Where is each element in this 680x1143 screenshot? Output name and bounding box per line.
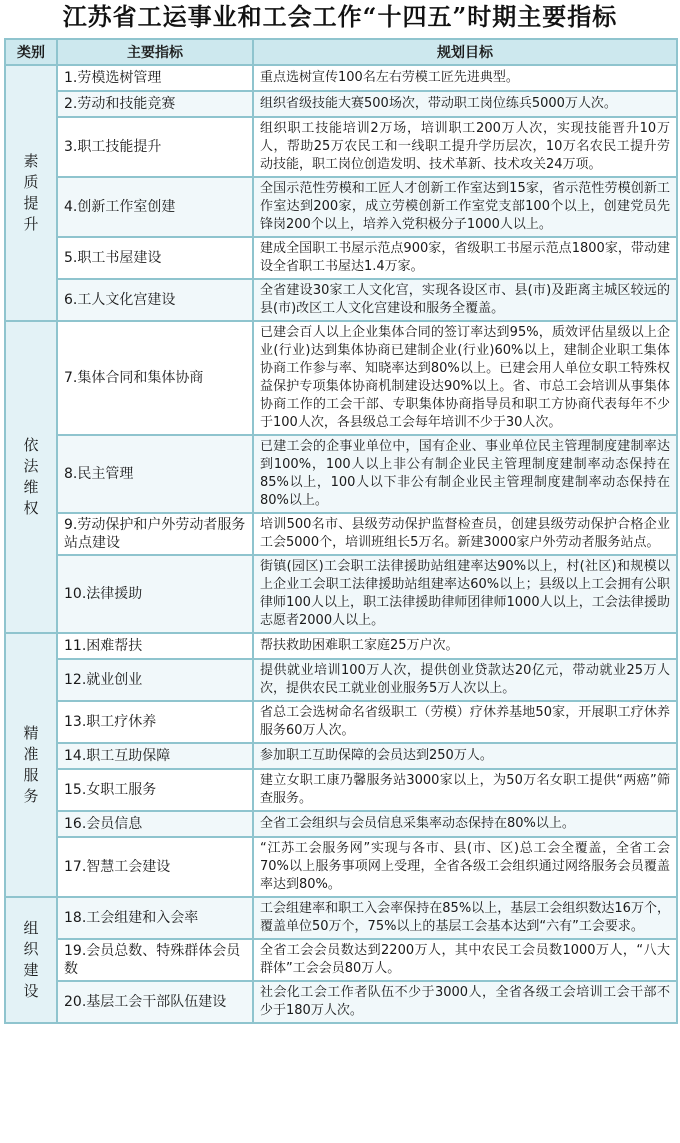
table-row xyxy=(5,897,677,939)
indicator-cell: 15.女职工服务 xyxy=(57,769,253,811)
target-cell: 全省工会组织与会员信息采集率动态保持在80%以上。 xyxy=(253,811,677,837)
target-cell: 提供就业培训100万人次，提供创业贷款达20亿元，带动就业25万人次，提供农民工就业创业服务5万人次以上。 xyxy=(253,659,677,701)
table-row xyxy=(5,117,677,177)
target-cell: 建成全国职工书屋示范点900家，省级职工书屋示范点1800家，带动建设全省职工书屋达1.4万家。 xyxy=(253,237,677,279)
table-row xyxy=(5,91,677,117)
table-row xyxy=(5,939,677,981)
table-row xyxy=(5,279,677,321)
target-cell: 组织省级技能大赛500场次，带动职工岗位练兵5000万人次。 xyxy=(253,91,677,117)
table-row xyxy=(5,513,677,555)
category-label: 依法维权 xyxy=(23,436,39,517)
target-cell: 全省工会会员数达到2200万人，其中农民工会员数1000万人，“八大群体”工会会员80万人。 xyxy=(253,939,677,981)
category-label: 素质提升 xyxy=(23,152,39,233)
target-cell: 重点选树宣传100名左右劳模工匠先进典型。 xyxy=(253,65,677,91)
indicator-cell: 17.智慧工会建设 xyxy=(57,837,253,897)
indicator-cell: 7.集体合同和集体协商 xyxy=(57,321,253,435)
target-cell: “江苏工会服务网”实现与各市、县(市、区)总工会全覆盖，全省工会70%以上服务事项网上受理，全省各级工会组织通过网络服务会员覆盖率达到80%。 xyxy=(253,837,677,897)
indicator-cell: 14.职工互助保障 xyxy=(57,743,253,769)
target-cell: 培训500名市、县级劳动保护监督检查员，创建县级劳动保护合格企业工会5000个，培训班组长5万名。新建3000家户外劳动者服务站点。 xyxy=(253,513,677,555)
page-title: 江苏省工运事业和工会工作“十四五”时期主要指标 xyxy=(62,2,618,31)
indicators-table xyxy=(4,38,678,1024)
target-cell: 组织职工技能培训2万场，培训职工200万人次，实现技能晋升10万人，帮助25万农民工和一线职工提升学历层次，10万名农民工提升劳动技能，职工岗位创造发明、技术革新、技术攻关24万项。 xyxy=(253,117,677,177)
category-cell xyxy=(5,65,57,321)
target-cell: 省总工会选树命名省级职工（劳模）疗休养基地50家，开展职工疗休养服务60万人次。 xyxy=(253,701,677,743)
table-row xyxy=(5,837,677,897)
category-cell xyxy=(5,897,57,1023)
target-cell: 工会组建率和职工入会率保持在85%以上，基层工会组织数达16万个，覆盖单位50万个，75%以上的基层工会基本达到“六有”工会要求。 xyxy=(253,897,677,939)
category-cell xyxy=(5,321,57,633)
target-cell: 社会化工会工作者队伍不少于3000人，全省各级工会培训工会干部不少于180万人次。 xyxy=(253,981,677,1023)
target-cell: 全省建设30家工人文化宫，实现各设区市、县(市)及距离主城区较远的县(市)改区工人文化宫建设和服务全覆盖。 xyxy=(253,279,677,321)
indicator-cell: 13.职工疗休养 xyxy=(57,701,253,743)
table-row xyxy=(5,701,677,743)
table-header-row xyxy=(5,39,677,65)
table-row xyxy=(5,811,677,837)
header-indicator: 主要指标 xyxy=(57,39,253,65)
target-cell: 全国示范性劳模和工匠人才创新工作室达到15家，省示范性劳模创新工作室达到200家，成立劳模创新工作室党支部100个以上，创建党员先锋岗200个以上，培养入党积极分子1000人以上。 xyxy=(253,177,677,237)
indicator-cell: 9.劳动保护和户外劳动者服务站点建设 xyxy=(57,513,253,555)
table-row xyxy=(5,633,677,659)
indicator-cell: 11.困难帮扶 xyxy=(57,633,253,659)
target-cell: 帮扶救助困难职工家庭25万户次。 xyxy=(253,633,677,659)
indicator-cell: 4.创新工作室创建 xyxy=(57,177,253,237)
indicator-cell: 20.基层工会干部队伍建设 xyxy=(57,981,253,1023)
category-cell xyxy=(5,633,57,897)
target-cell: 街镇(园区)工会职工法律援助站组建率达90%以上，村(社区)和规模以上企业工会职工法律援助站组建率达60%以上；县级以上工会拥有公职律师100人以上，职工法律援助律师团律师1000人以上，工会法律援助志愿者2000人以上。 xyxy=(253,555,677,633)
table-row xyxy=(5,555,677,633)
table-row xyxy=(5,65,677,91)
table-row xyxy=(5,981,677,1023)
header-category: 类别 xyxy=(5,39,57,65)
table-row xyxy=(5,237,677,279)
indicator-cell: 1.劳模选树管理 xyxy=(57,65,253,91)
indicator-cell: 10.法律援助 xyxy=(57,555,253,633)
target-cell: 参加职工互助保障的会员达到250万人。 xyxy=(253,743,677,769)
indicator-cell: 12.就业创业 xyxy=(57,659,253,701)
indicator-cell: 3.职工技能提升 xyxy=(57,117,253,177)
target-cell: 已建工会的企事业单位中，国有企业、事业单位民主管理制度建制率达到100%，100人以上非公有制企业民主管理制度建制率动态保持在85%以上，100人以下非公有制企业民主管理制度建制率动态保持在80%以上。 xyxy=(253,435,677,513)
table-row xyxy=(5,435,677,513)
indicator-cell: 19.会员总数、特殊群体会员数 xyxy=(57,939,253,981)
table-row xyxy=(5,321,677,435)
table-row xyxy=(5,177,677,237)
indicator-cell: 16.会员信息 xyxy=(57,811,253,837)
category-label: 组织建设 xyxy=(23,919,39,1000)
indicator-cell: 6.工人文化宫建设 xyxy=(57,279,253,321)
indicator-cell: 5.职工书屋建设 xyxy=(57,237,253,279)
indicator-cell: 2.劳动和技能竞赛 xyxy=(57,91,253,117)
table-row xyxy=(5,769,677,811)
indicator-cell: 8.民主管理 xyxy=(57,435,253,513)
table-row xyxy=(5,743,677,769)
table-row xyxy=(5,659,677,701)
header-target: 规划目标 xyxy=(253,39,677,65)
target-cell: 建立女职工康乃馨服务站3000家以上，为50万名女职工提供“两癌”筛查服务。 xyxy=(253,769,677,811)
category-label: 精准服务 xyxy=(23,724,39,805)
target-cell: 已建会百人以上企业集体合同的签订率达到95%，质效评估星级以上企业(行业)达到集体协商已建制企业(行业)60%以上，建制企业职工集体协商工作参与率、知晓率达到80%以上。已建会用人单位女职工特殊权益保护专项集体协商机制建设达90%以上。省、市总工会培训从事集体协商工作的工会干部、专职集体协商指导员和职工方协商代表每年不少于100人次，各县级总工会每年培训不少于30人次。 xyxy=(253,321,677,435)
indicator-cell: 18.工会组建和入会率 xyxy=(57,897,253,939)
